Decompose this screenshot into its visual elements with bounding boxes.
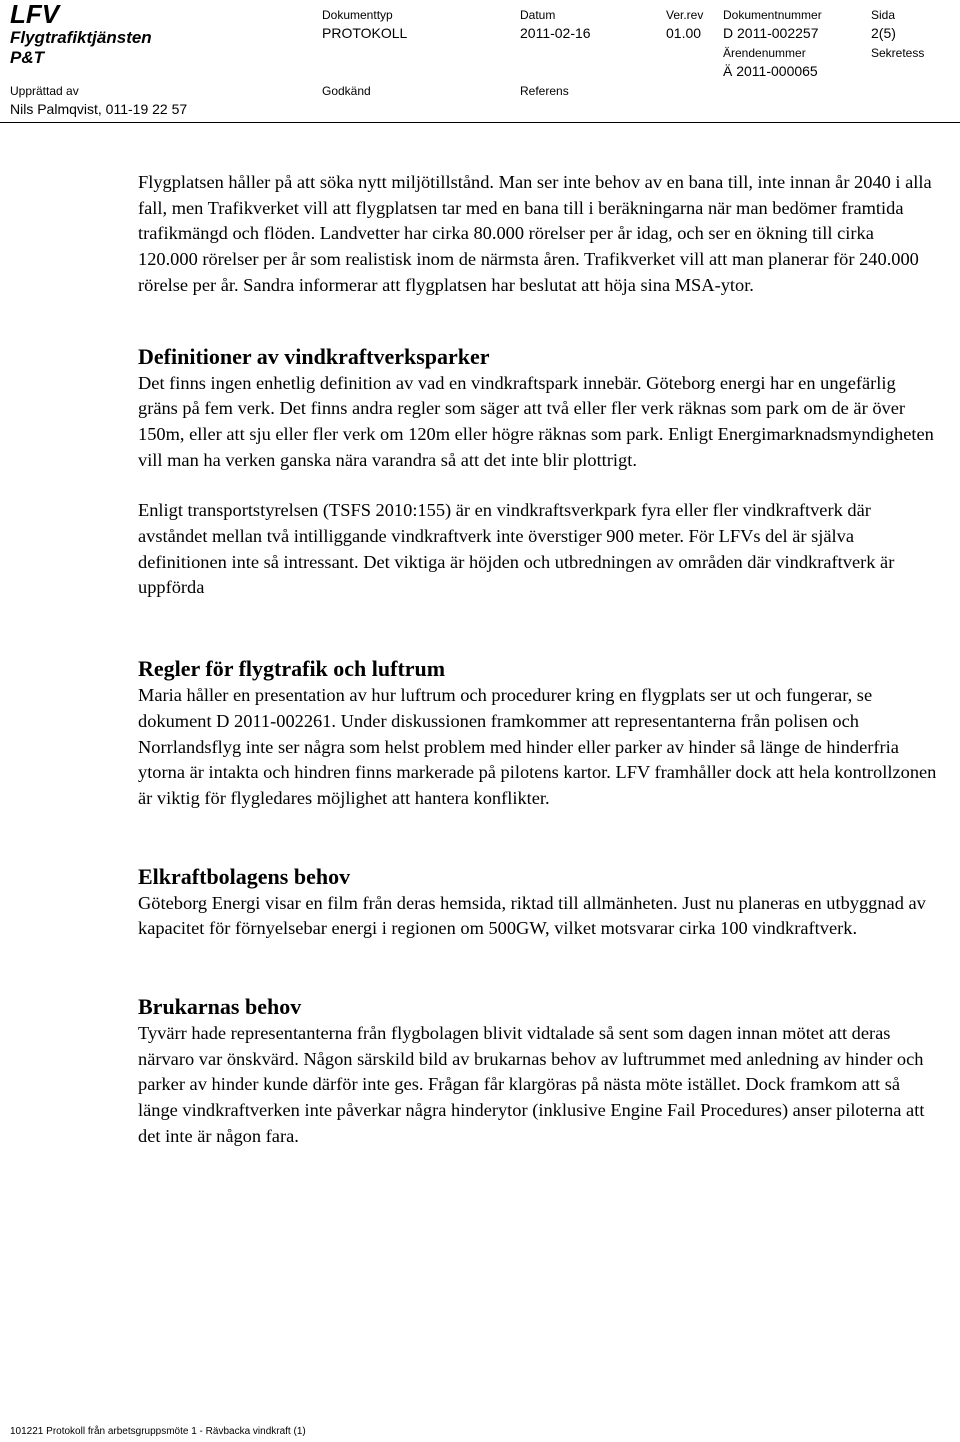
header-divider [0,122,960,123]
document-body [138,170,938,1150]
version-value: 01.00 [666,25,702,41]
prepared-by-label: Upprättad av [10,84,79,98]
heading-definitions: Definitioner av vindkraftverksparker [138,343,490,369]
document-footer: 101221 Protokoll från arbetsgruppsmöte 1 - Rävbacka vindkraft (1) [10,1426,306,1437]
page-value: 2(5) [871,25,896,41]
doc-number-label: Dokumentnummer [723,8,822,22]
heading-power-companies: Elkraftbolagens behov [138,863,351,889]
doc-number-value: D 2011-002257 [723,25,819,41]
lfv-logo: LFV [10,0,60,29]
date-label: Datum [520,8,556,22]
doc-type-value: PROTOKOLL [322,25,408,41]
secrecy-label: Sekretess [871,46,925,60]
prepared-by-value: Nils Palmqvist, 011-19 22 57 [10,101,188,117]
date-value: 2011-02-16 [520,25,591,41]
reference-label: Referens [520,84,569,98]
paragraph-rules: Maria håller en presentation av hur luftrum och procedurer kring en flygplats ser ut och fungerar, se dokument D 2011-002261. Under diskussionen framkommer att representanterna från polisen och Norrlandsflyg inte ser några som helst problem med hinder eller parker av hinder så länge de hinderfria ytorna är intakta och hindren finns markerade på pilotens kartor. LFV framhåller dock att hela kontrollzonen är viktig för flygledares möjlighet att hantera konflikter. [138,685,937,808]
doc-type-label: Dokumenttyp [322,8,393,22]
version-label: Ver.rev [666,8,704,22]
heading-users: Brukarnas behov [138,994,302,1020]
org-name: Flygtrafiktjänsten [10,28,152,47]
approved-label: Godkänd [322,84,371,98]
paragraph-airport-permit: Flygplatsen håller på att söka nytt miljötillstånd. Man ser inte behov av en bana till, inte innan år 2040 i alla fall, men Trafikverket vill att flygplatsen tar med en bana till i beräkningarna när man bedömer framtida trafikmängd och flöden. Landvetter har cirka 80.000 rörelser per år idag, och ser en ökning till cirka 120.000 rörelser per år som realistisk inom de närmsta åren. Trafikverket vill att man planerar för 240.000 rörelse per år. Sandra informerar att flygplatsen har beslutat att höja sina MSA-ytor. [138,172,932,295]
document-header [0,0,960,124]
paragraph-power-companies: Göteborg Energi visar en film från deras hemsida, riktad till allmänheten. Just nu planeras en utbyggnad av kapacitet för förnyelsebar energi i regionen om 500GW, vilket motsvarar cirka 100 vindkraftverk. [138,892,926,939]
heading-rules: Regler för flygtrafik och luftrum [138,656,446,682]
paragraph-definitions-1: Det finns ingen enhetlig definition av vad en vindkraftspark innebär. Göteborg energi har en ungefärlig gräns på fem verk. Det finns andra regler som säger att två eller fler verk räknas som park om de är över 150m, eller att sju eller fler verk om 120m eller högre räknas som park. Enligt Energimarknadsmyndigheten vill man ha verken ganska nära varandra så att det inte blir plottrigt. [138,372,934,470]
case-number-value: Ä 2011-000065 [723,63,818,79]
page-label: Sida [871,8,896,22]
org-unit: P&T [10,48,44,67]
case-number-label: Ärendenummer [723,46,806,60]
paragraph-users: Tyvärr hade representanterna från flygbolagen blivit vidtalade så sent som dagen innan mötet att deras närvaro var önskvärd. Någon särskild bild av brukarnas behov av luftrummet med anledning av hinder och parker av hinder kunde därför inte ges. Frågan får klargöras på nästa möte istället. Dock framkom att så länge vindkraftverken inte påverkar några hinderytor (inklusive Engine Fail Procedures) anser piloterna att det inte är någon fara. [138,1023,925,1146]
paragraph-definitions-2: Enligt transportstyrelsen (TSFS 2010:155) är en vindkraftsverkpark fyra eller fler vindkraftverk där avståndet mellan två intilliggande vindkraftverk inte överstiger 900 meter. För LFVs del är själva definitionen inte så intressant. Det viktiga är höjden och utbredningen av områden där vindkraftverk är uppförda [138,500,895,598]
